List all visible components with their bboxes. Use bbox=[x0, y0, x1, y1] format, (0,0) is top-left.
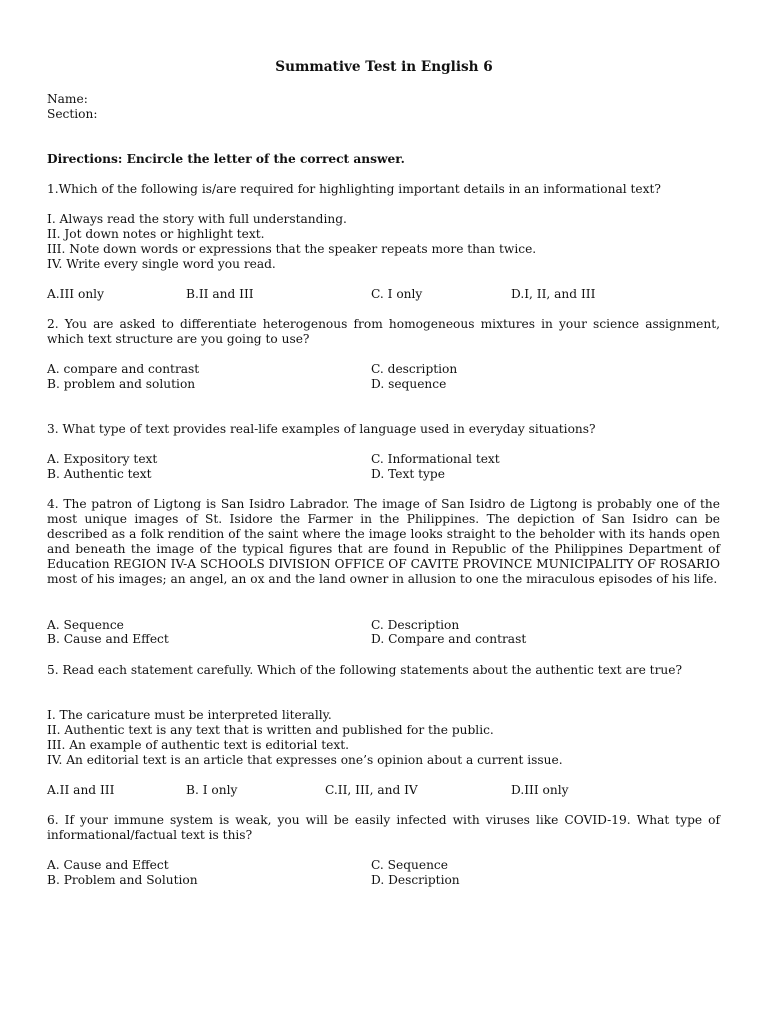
question-5-choice-d[interactable]: D.III only bbox=[511, 783, 569, 797]
question-5-statement: I. The caricature must be interpreted literally. bbox=[47, 708, 332, 722]
question-5-statement: II. Authentic text is any text that is written and published for the public. bbox=[47, 723, 494, 737]
question-1-statement: II. Jot down notes or highlight text. bbox=[47, 227, 265, 241]
question-3-choice-c[interactable]: C. Informational text bbox=[371, 452, 500, 466]
question-2-choice-d[interactable]: D. sequence bbox=[371, 377, 447, 391]
question-1-text: 1.Which of the following is/are required for highlighting important details in an informational text? bbox=[47, 182, 661, 196]
question-5-choice-b[interactable]: B. I only bbox=[186, 783, 238, 797]
question-2-choice-b[interactable]: B. problem and solution bbox=[47, 377, 196, 391]
question-2-choice-a[interactable]: A. compare and contrast bbox=[47, 362, 200, 376]
name-label: Name: bbox=[47, 92, 88, 106]
question-1-statement: III. Note down words or expressions that the speaker repeats more than twice. bbox=[47, 242, 537, 256]
question-5-choice-c[interactable]: C.II, III, and IV bbox=[325, 783, 418, 797]
question-1-choice-d[interactable]: D.I, II, and III bbox=[511, 287, 596, 301]
question-5-statement: III. An example of authentic text is editorial text. bbox=[47, 738, 349, 752]
question-3-text: 3. What type of text provides real-life examples of language used in everyday situations? bbox=[47, 422, 596, 436]
question-1-statement: IV. Write every single word you read. bbox=[47, 257, 276, 271]
section-label: Section: bbox=[47, 107, 98, 121]
question-4-text: 4. The patron of Ligtong is San Isidro Labrador. The image of San Isidro de Ligtong is probably one of the most unique images of St. Isidore the Farmer in the Philippines. The depiction of San Isidro can be described as a folk rendition of the saint where the image looks straight to the beholder with its hands open and beneath the image of the typical figures that are found in Republic of the Philippines Department of Education REGION IV-A SCHOOLS DIVISION OFFICE OF CAVITE PROVINCE MUNICIPALITY OF ROSARIO most of his images; an angel, an ox and the land owner in allusion to one the miraculous episodes of his life. bbox=[47, 497, 720, 586]
question-5-text: 5. Read each statement carefully. Which of the following statements about the authentic text are true? bbox=[47, 663, 682, 677]
question-1-choice-a[interactable]: A.III only bbox=[47, 287, 104, 301]
question-5-statement: IV. An editorial text is an article that expresses one’s opinion about a current issue. bbox=[47, 753, 563, 767]
question-3-choice-b[interactable]: B. Authentic text bbox=[47, 467, 152, 481]
question-1-choice-b[interactable]: B.II and III bbox=[186, 287, 254, 301]
question-6-text: 6. If your immune system is weak, you will be easily infected with viruses like COVID-19. What type of informational/factual text is this? bbox=[47, 813, 720, 842]
directions: Directions: Encircle the letter of the correct answer. bbox=[47, 152, 405, 166]
question-4-choice-d[interactable]: D. Compare and contrast bbox=[371, 632, 527, 646]
question-6-choice-d[interactable]: D. Description bbox=[371, 873, 460, 887]
question-5-choice-a[interactable]: A.II and III bbox=[47, 783, 115, 797]
question-4-choice-a[interactable]: A. Sequence bbox=[47, 618, 124, 632]
question-4-choice-c[interactable]: C. Description bbox=[371, 618, 460, 632]
question-6-choice-c[interactable]: C. Sequence bbox=[371, 858, 448, 872]
question-2-choice-c[interactable]: C. description bbox=[371, 362, 458, 376]
question-3-choice-d[interactable]: D. Text type bbox=[371, 467, 445, 481]
page-title: Summative Test in English 6 bbox=[275, 59, 493, 75]
question-4-choice-b[interactable]: B. Cause and Effect bbox=[47, 632, 169, 646]
question-1-choice-c[interactable]: C. I only bbox=[371, 287, 423, 301]
question-6-choice-b[interactable]: B. Problem and Solution bbox=[47, 873, 198, 887]
question-3-choice-a[interactable]: A. Expository text bbox=[47, 452, 158, 466]
question-6-choice-a[interactable]: A. Cause and Effect bbox=[47, 858, 169, 872]
question-1-statement: I. Always read the story with full understanding. bbox=[47, 212, 347, 226]
question-2-text: 2. You are asked to differentiate heterogenous from homogeneous mixtures in your science assignment, which text structure are you going to use? bbox=[47, 317, 720, 346]
